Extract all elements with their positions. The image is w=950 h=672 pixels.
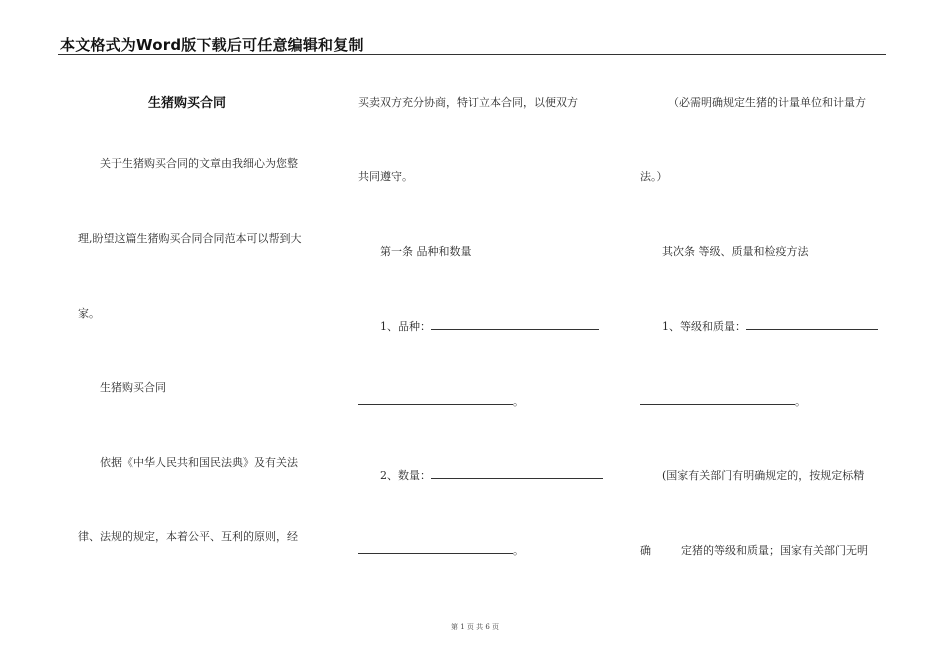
grade-quality-blank-continued: [640, 395, 795, 405]
standard-paragraph-line-2-rest: 定猪的等级和质量；国家有关部门无明: [681, 544, 868, 557]
legal-basis-line-1: 依据《中华人民共和国民法典》及有关法: [100, 456, 298, 469]
grade-quality-end-mark: 。: [795, 395, 806, 408]
grade-quality-label: 1、等级和质量：: [662, 320, 746, 333]
variety-end-mark: 。: [513, 395, 524, 408]
article-2-heading: 其次条 等级、质量和检疫方法: [662, 245, 809, 258]
article-1-heading: 第一条 品种和数量: [380, 245, 472, 258]
variety-continuation-row: [358, 393, 524, 409]
standard-paragraph-line-2-start: 确: [640, 544, 651, 557]
document-header-title: 本文格式为Word版下载后可任意编辑和复制: [60, 36, 364, 54]
variety-blank-continued: [358, 395, 513, 405]
negotiation-line-1: 买卖双方充分协商，特订立本合同，以便双方: [358, 96, 578, 109]
intro-line-2: 理,盼望这篇生猪购买合同合同范本可以帮到大: [78, 232, 302, 245]
quantity-end-mark: 。: [513, 544, 524, 557]
standard-paragraph-line-2: [640, 542, 868, 558]
quantity-blank-continued: [358, 544, 513, 554]
contract-subtitle: 生猪购买合同: [100, 381, 166, 394]
quantity-blank: [431, 469, 603, 479]
quantity-continuation-row: [358, 542, 524, 558]
variety-field-row: [380, 318, 599, 334]
legal-basis-line-2: 律、法规的规定，本着公平、互利的原则，经: [78, 530, 298, 543]
variety-blank: [431, 320, 599, 330]
standard-paragraph-line-1: (国家有关部门有明确规定的，按规定标精: [662, 469, 865, 482]
measurement-note-line-2: 法。）: [640, 170, 668, 183]
header-divider: [58, 54, 886, 55]
intro-line-1: 关于生猪购买合同的文章由我细心为您整: [100, 157, 298, 170]
grade-quality-field-row: [662, 318, 878, 334]
grade-quality-continuation-row: [640, 393, 806, 409]
quantity-field-row: [380, 467, 603, 483]
contract-title: 生猪购买合同: [148, 96, 227, 111]
quantity-label: 2、数量：: [380, 469, 431, 482]
grade-quality-blank: [746, 320, 878, 330]
intro-line-3: 家。: [78, 307, 100, 320]
negotiation-line-2: 共同遵守。: [358, 170, 413, 183]
variety-label: 1、品种：: [380, 320, 431, 333]
measurement-note-line-1: （必需明确规定生猪的计量单位和计量方: [668, 96, 866, 109]
page-footer: 第 1 页 共 6 页: [450, 623, 500, 631]
